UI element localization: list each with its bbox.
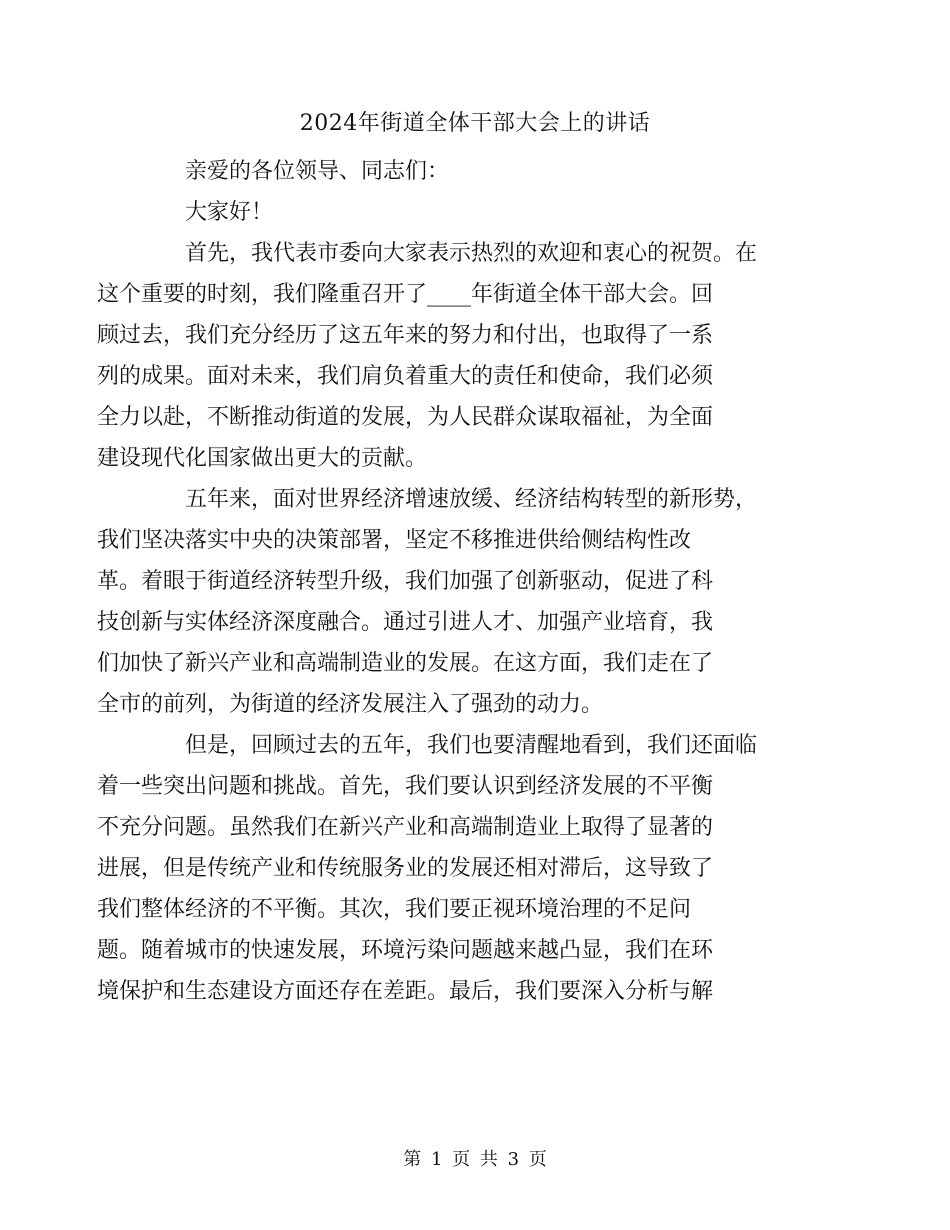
paragraph-line: 顾过去，我们充分经历了这五年来的努力和付出，也取得了一系 <box>97 323 714 348</box>
paragraph-line: 境保护和生态建设方面还存在差距。最后，我们要深入分析与解 <box>97 979 714 1004</box>
salutation: 亲爱的各位领导、同志们： <box>185 159 450 184</box>
paragraph-line: 我们整体经济的不平衡。其次，我们要正视环境治理的不足问 <box>97 897 692 922</box>
paragraph-line: 不充分问题。虽然我们在新兴产业和高端制造业上取得了显著的 <box>97 815 714 840</box>
paragraph-line: 着一些突出问题和挑战。首先，我们要认识到经济发展的不平衡 <box>97 774 714 799</box>
greeting: 大家好！ <box>185 200 274 225</box>
paragraph-line: 革。着眼于街道经济转型升级，我们加强了创新驱动，促进了科 <box>97 569 714 594</box>
paragraph-1 <box>97 233 801 479</box>
paragraph-line: 首先，我代表市委向大家表示热烈的欢迎和衷心的祝贺。在 <box>185 241 758 266</box>
paragraph-line: 们加快了新兴产业和高端制造业的发展。在这方面，我们走在了 <box>97 651 714 676</box>
page-number-footer: 第 1 页 共 3 页 <box>403 1149 547 1170</box>
paragraph-line: 五年来，面对世界经济增速放缓、经济结构转型的新形势， <box>185 487 758 512</box>
document-title: 2024年街道全体干部大会上的讲话 <box>299 111 651 136</box>
paragraph-line: 建设现代化国家做出更大的贡献。 <box>97 446 428 471</box>
paragraph-line: 列的成果。面对未来，我们肩负着重大的责任和使命，我们必须 <box>97 364 714 389</box>
paragraph-2 <box>97 479 801 725</box>
paragraph-line: 技创新与实体经济深度融合。通过引进人才、加强产业培育，我 <box>97 610 714 635</box>
document-body <box>97 151 801 1012</box>
paragraph-line: 题。随着城市的快速发展，环境污染问题越来越凸显，我们在环 <box>97 938 714 963</box>
paragraph-line: 进展，但是传统产业和传统服务业的发展还相对滞后，这导致了 <box>97 856 714 881</box>
paragraph-line: 这个重要的时刻，我们隆重召开了____年街道全体干部大会。回 <box>97 282 714 307</box>
paragraph-line: 但是，回顾过去的五年，我们也要清醒地看到，我们还面临 <box>185 733 758 758</box>
paragraph-3 <box>97 725 801 1012</box>
paragraph-line: 我们坚决落实中央的决策部署，坚定不移推进供给侧结构性改 <box>97 528 692 553</box>
paragraph-line: 全力以赴，不断推动街道的发展，为人民群众谋取福祉，为全面 <box>97 405 714 430</box>
paragraph-line: 全市的前列，为街道的经济发展注入了强劲的动力。 <box>97 692 604 717</box>
